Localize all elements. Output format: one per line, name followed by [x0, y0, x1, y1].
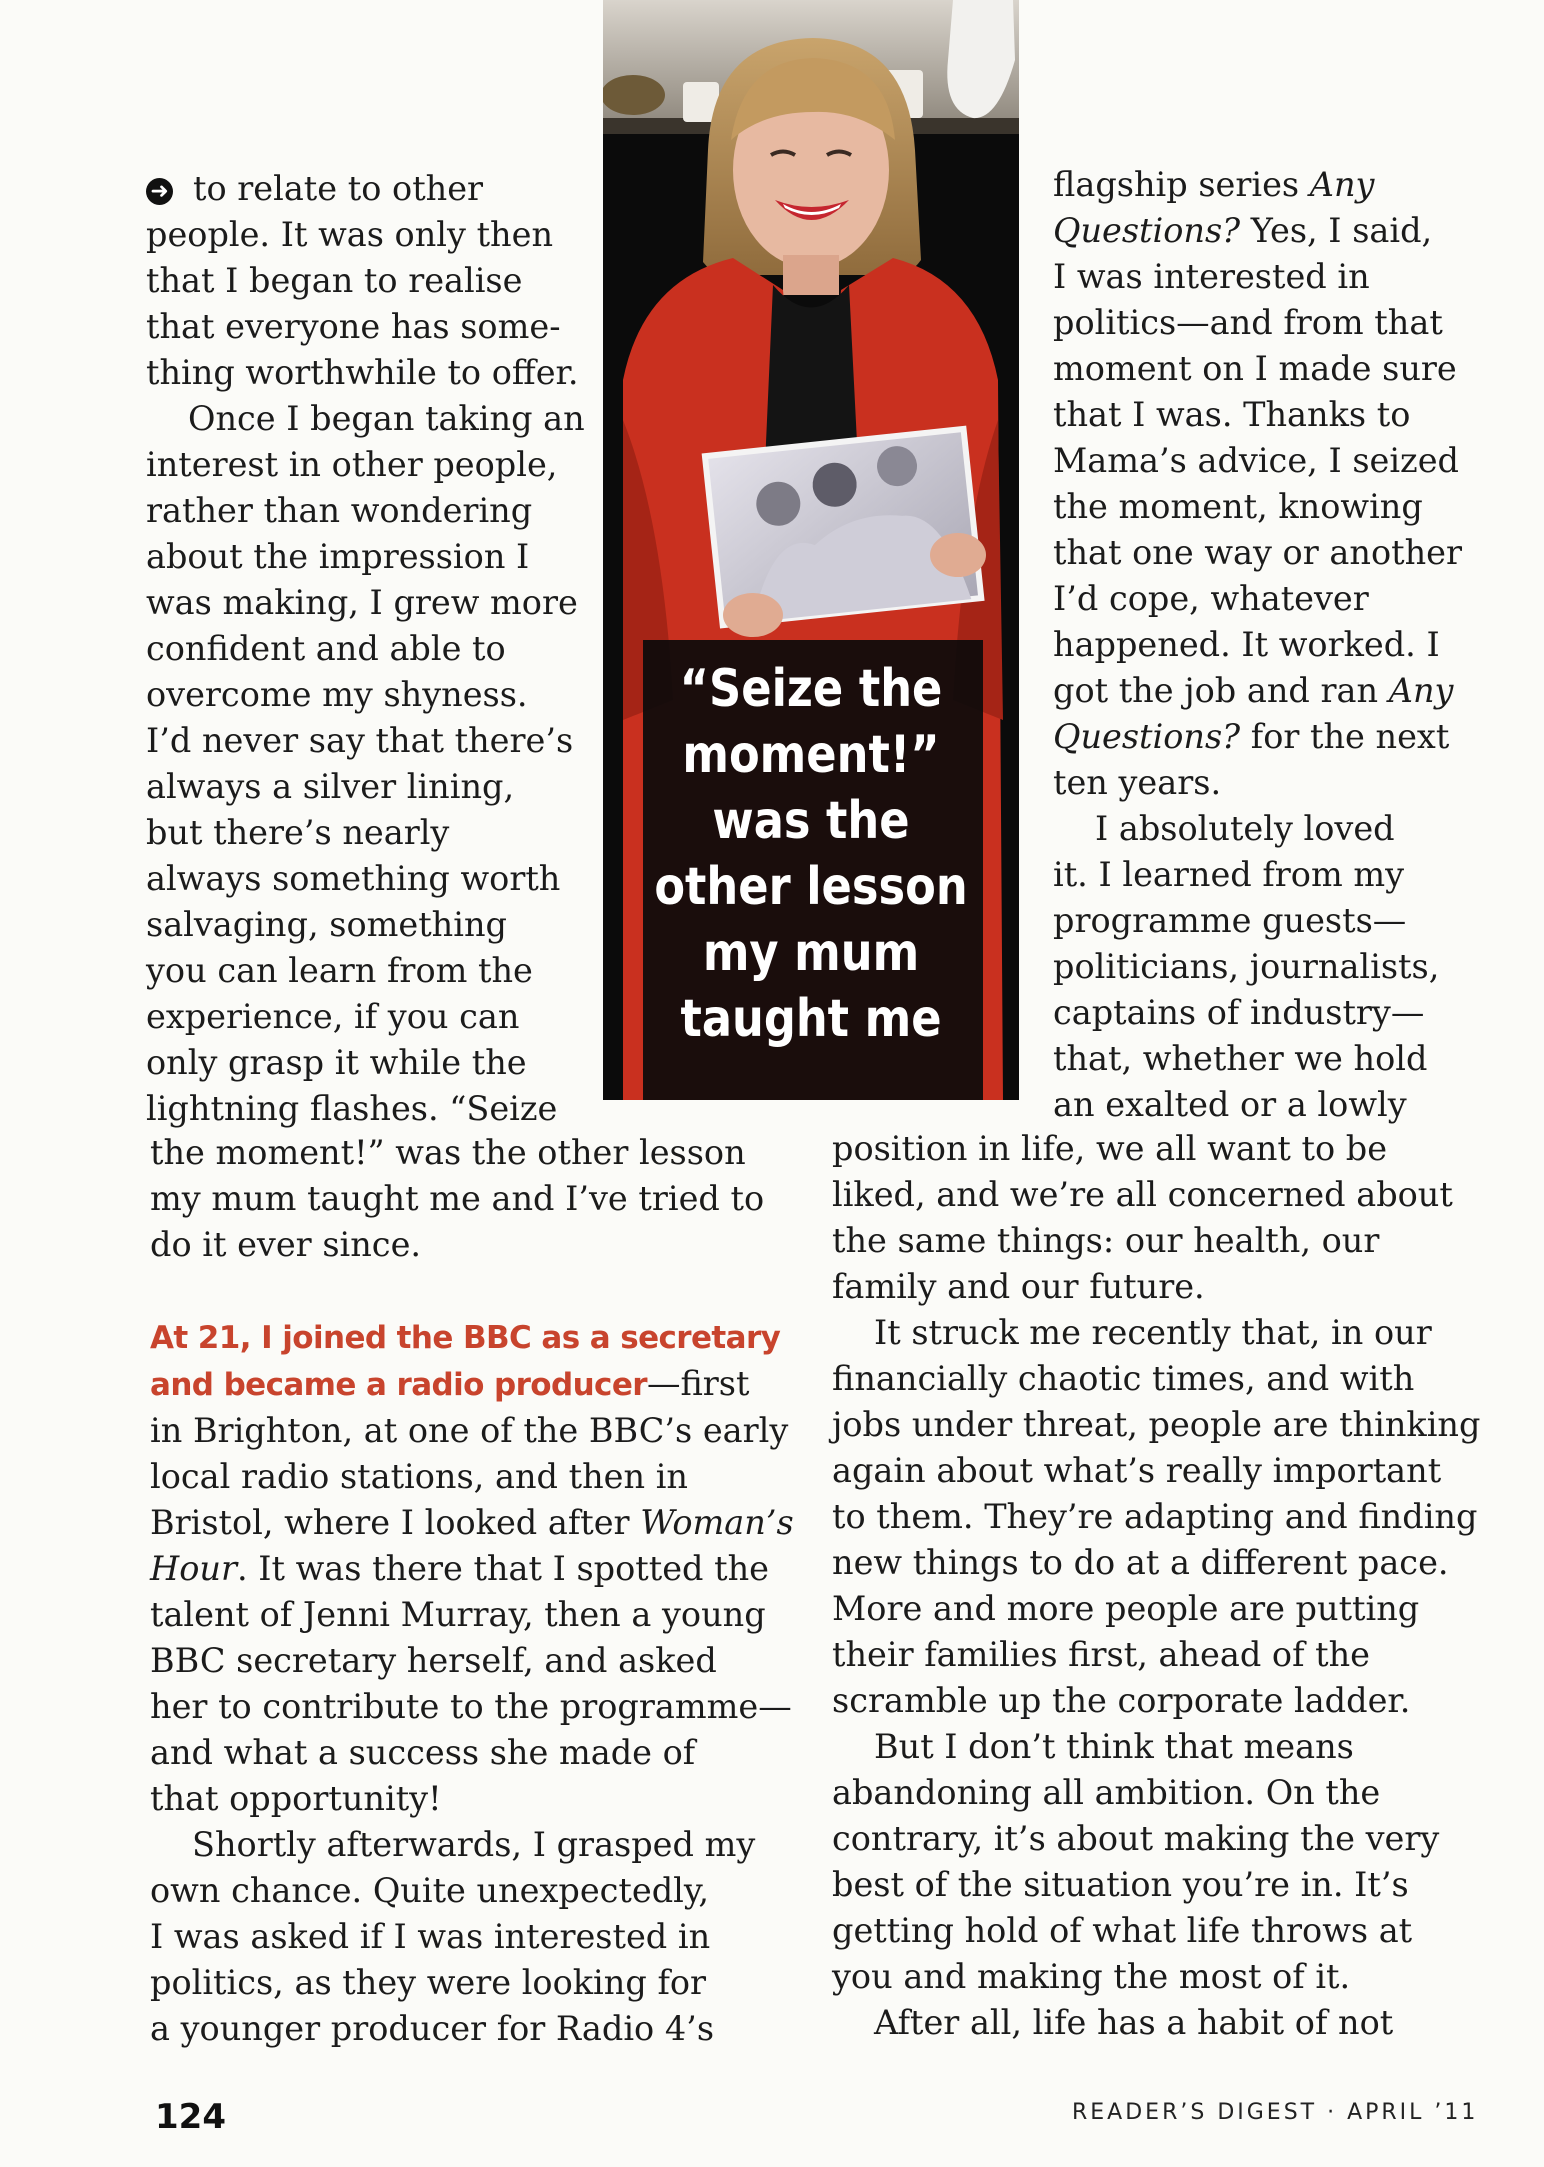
text-line: to them. They’re adapting and finding: [832, 1497, 1478, 1536]
text-line: getting hold of what life throws at: [832, 1911, 1413, 1950]
text-line: I was interested in: [1053, 257, 1370, 296]
text-line: the moment!” was the other lesson: [150, 1133, 746, 1172]
pull-quote-line: taught me: [680, 989, 942, 1049]
text-line: her to contribute to the programme—: [150, 1687, 792, 1726]
text-line: their families first, ahead of the: [832, 1635, 1371, 1674]
author-photo: [603, 0, 1019, 1100]
text-line: I’d never say that there’s: [146, 721, 574, 760]
text-line: an exalted or a lowly: [1053, 1085, 1407, 1124]
text-line: people. It was only then: [146, 215, 554, 254]
text-line: a younger producer for Radio 4’s: [150, 2009, 715, 2048]
text-line: Questions? Yes, I said,: [1053, 211, 1433, 250]
text-line: politics—and from that: [1053, 303, 1443, 342]
text-line: flagship series Any: [1053, 165, 1375, 204]
text-line: you and making the most of it.: [832, 1957, 1351, 1996]
text-line: politicians, journalists,: [1053, 947, 1440, 986]
text-line: Hour. It was there that I spotted the: [150, 1549, 769, 1588]
text-line: position in life, we all want to be: [832, 1129, 1388, 1168]
text-line: financially chaotic times, and with: [832, 1359, 1415, 1398]
column-2-bottom: [832, 1126, 1492, 2046]
text-line: always something worth: [146, 859, 561, 898]
page-number: 124: [155, 2097, 226, 2137]
text-line: confident and able to: [146, 629, 506, 668]
text-line: But I don’t think that means: [874, 1727, 1354, 1766]
text-line: my mum taught me and I’ve tried to: [150, 1179, 765, 1218]
section-subhead: and became a radio producer: [150, 1367, 647, 1403]
text-line: again about what’s really important: [832, 1451, 1442, 1490]
text-line: local radio stations, and then in: [150, 1457, 688, 1496]
text-line: and became a radio producer—first: [150, 1364, 750, 1403]
circled-arrow-icon: ➜: [146, 178, 173, 205]
text-line: After all, life has a habit of not: [874, 2003, 1394, 2042]
text-line: that one way or another: [1053, 533, 1462, 572]
text-line: It struck me recently that, in our: [874, 1313, 1432, 1352]
text-line: the same things: our health, our: [832, 1221, 1380, 1260]
text-line: do it ever since.: [150, 1225, 422, 1264]
pull-quote: [632, 656, 990, 1052]
text-line: captains of industry—: [1053, 993, 1425, 1032]
text-line: Shortly afterwards, I grasped my: [192, 1825, 756, 1864]
text-line: it. I learned from my: [1053, 855, 1405, 894]
text-line: programme guests—: [1053, 901, 1407, 940]
text-line: that I began to realise: [146, 261, 523, 300]
text-line: BBC secretary herself, and asked: [150, 1641, 717, 1680]
text-line: I was asked if I was interested in: [150, 1917, 711, 1956]
pull-quote-line: “Seize the: [679, 659, 943, 719]
text-line: ➜ to relate to other: [146, 166, 586, 212]
text-line: that I was. Thanks to: [1053, 395, 1411, 434]
text-line: Once I began taking an: [188, 399, 585, 438]
text-line: liked, and we’re all concerned about: [832, 1175, 1453, 1214]
text-line: contrary, it’s about making the very: [832, 1819, 1440, 1858]
text-line: jobs under threat, people are thinking: [832, 1405, 1481, 1444]
text-line: thing worthwhile to offer.: [146, 353, 579, 392]
text-line: that opportunity!: [150, 1779, 442, 1818]
text-line: always a silver lining,: [146, 767, 515, 806]
pull-quote-line: my mum: [702, 923, 920, 983]
text-line: and what a success she made of: [150, 1733, 696, 1772]
text-line: best of the situation you’re in. It’s: [832, 1865, 1409, 1904]
text-line: about the impression I: [146, 537, 530, 576]
text-line: family and our future.: [832, 1267, 1205, 1306]
text-line: happened. It worked. I: [1053, 625, 1440, 664]
text-line: that, whether we hold: [1053, 1039, 1428, 1078]
text-line: ten years.: [1053, 763, 1222, 802]
text-line: interest in other people,: [146, 445, 558, 484]
text-line: experience, if you can: [146, 997, 520, 1036]
text-line: abandoning all ambition. On the: [832, 1773, 1381, 1812]
column-1-top: [146, 166, 586, 1132]
text-line: Questions? for the next: [1053, 717, 1450, 756]
text-line: got the job and ran Any: [1053, 671, 1454, 710]
text-line: salvaging, something: [146, 905, 507, 944]
text-line: scramble up the corporate ladder.: [832, 1681, 1411, 1720]
pull-quote-line: other lesson: [654, 857, 968, 917]
subhead-line: [150, 1314, 790, 1361]
text-line: I absolutely loved: [1095, 809, 1395, 848]
pull-quote-line: was the: [712, 791, 910, 851]
pull-quote-line: moment!”: [682, 725, 940, 785]
magazine-masthead: READER’S DIGEST · APRIL ’11: [1072, 2100, 1479, 2125]
text-line: but there’s nearly: [146, 813, 450, 852]
text-line: More and more people are putting: [832, 1589, 1420, 1628]
text-line: moment on I made sure: [1053, 349, 1457, 388]
text-line: was making, I grew more: [146, 583, 578, 622]
section-subhead: At 21, I joined the BBC as a secretary: [150, 1320, 781, 1356]
text-line: in Brighton, at one of the BBC’s early: [150, 1411, 789, 1450]
text-line: new things to do at a different pace.: [832, 1543, 1449, 1582]
text-line: rather than wondering: [146, 491, 533, 530]
text-line: you can learn from the: [146, 951, 533, 990]
text-line: the moment, knowing: [1053, 487, 1423, 526]
column-2-top: [1053, 162, 1473, 1128]
text-line: politics, as they were looking for: [150, 1963, 707, 2002]
column-1-bottom: [150, 1130, 794, 2052]
text-line: Mama’s advice, I seized: [1053, 441, 1459, 480]
text-line: that everyone has some-: [146, 307, 561, 346]
text-line: overcome my shyness.: [146, 675, 528, 714]
text-line: Bristol, where I looked after Woman’s: [150, 1503, 794, 1542]
text-line: only grasp it while the: [146, 1043, 527, 1082]
text-line: lightning flashes. “Seize: [146, 1089, 558, 1128]
text-line: I’d cope, whatever: [1053, 579, 1369, 618]
text-line: own chance. Quite unexpectedly,: [150, 1871, 709, 1910]
text-line: talent of Jenni Murray, then a young: [150, 1595, 766, 1634]
